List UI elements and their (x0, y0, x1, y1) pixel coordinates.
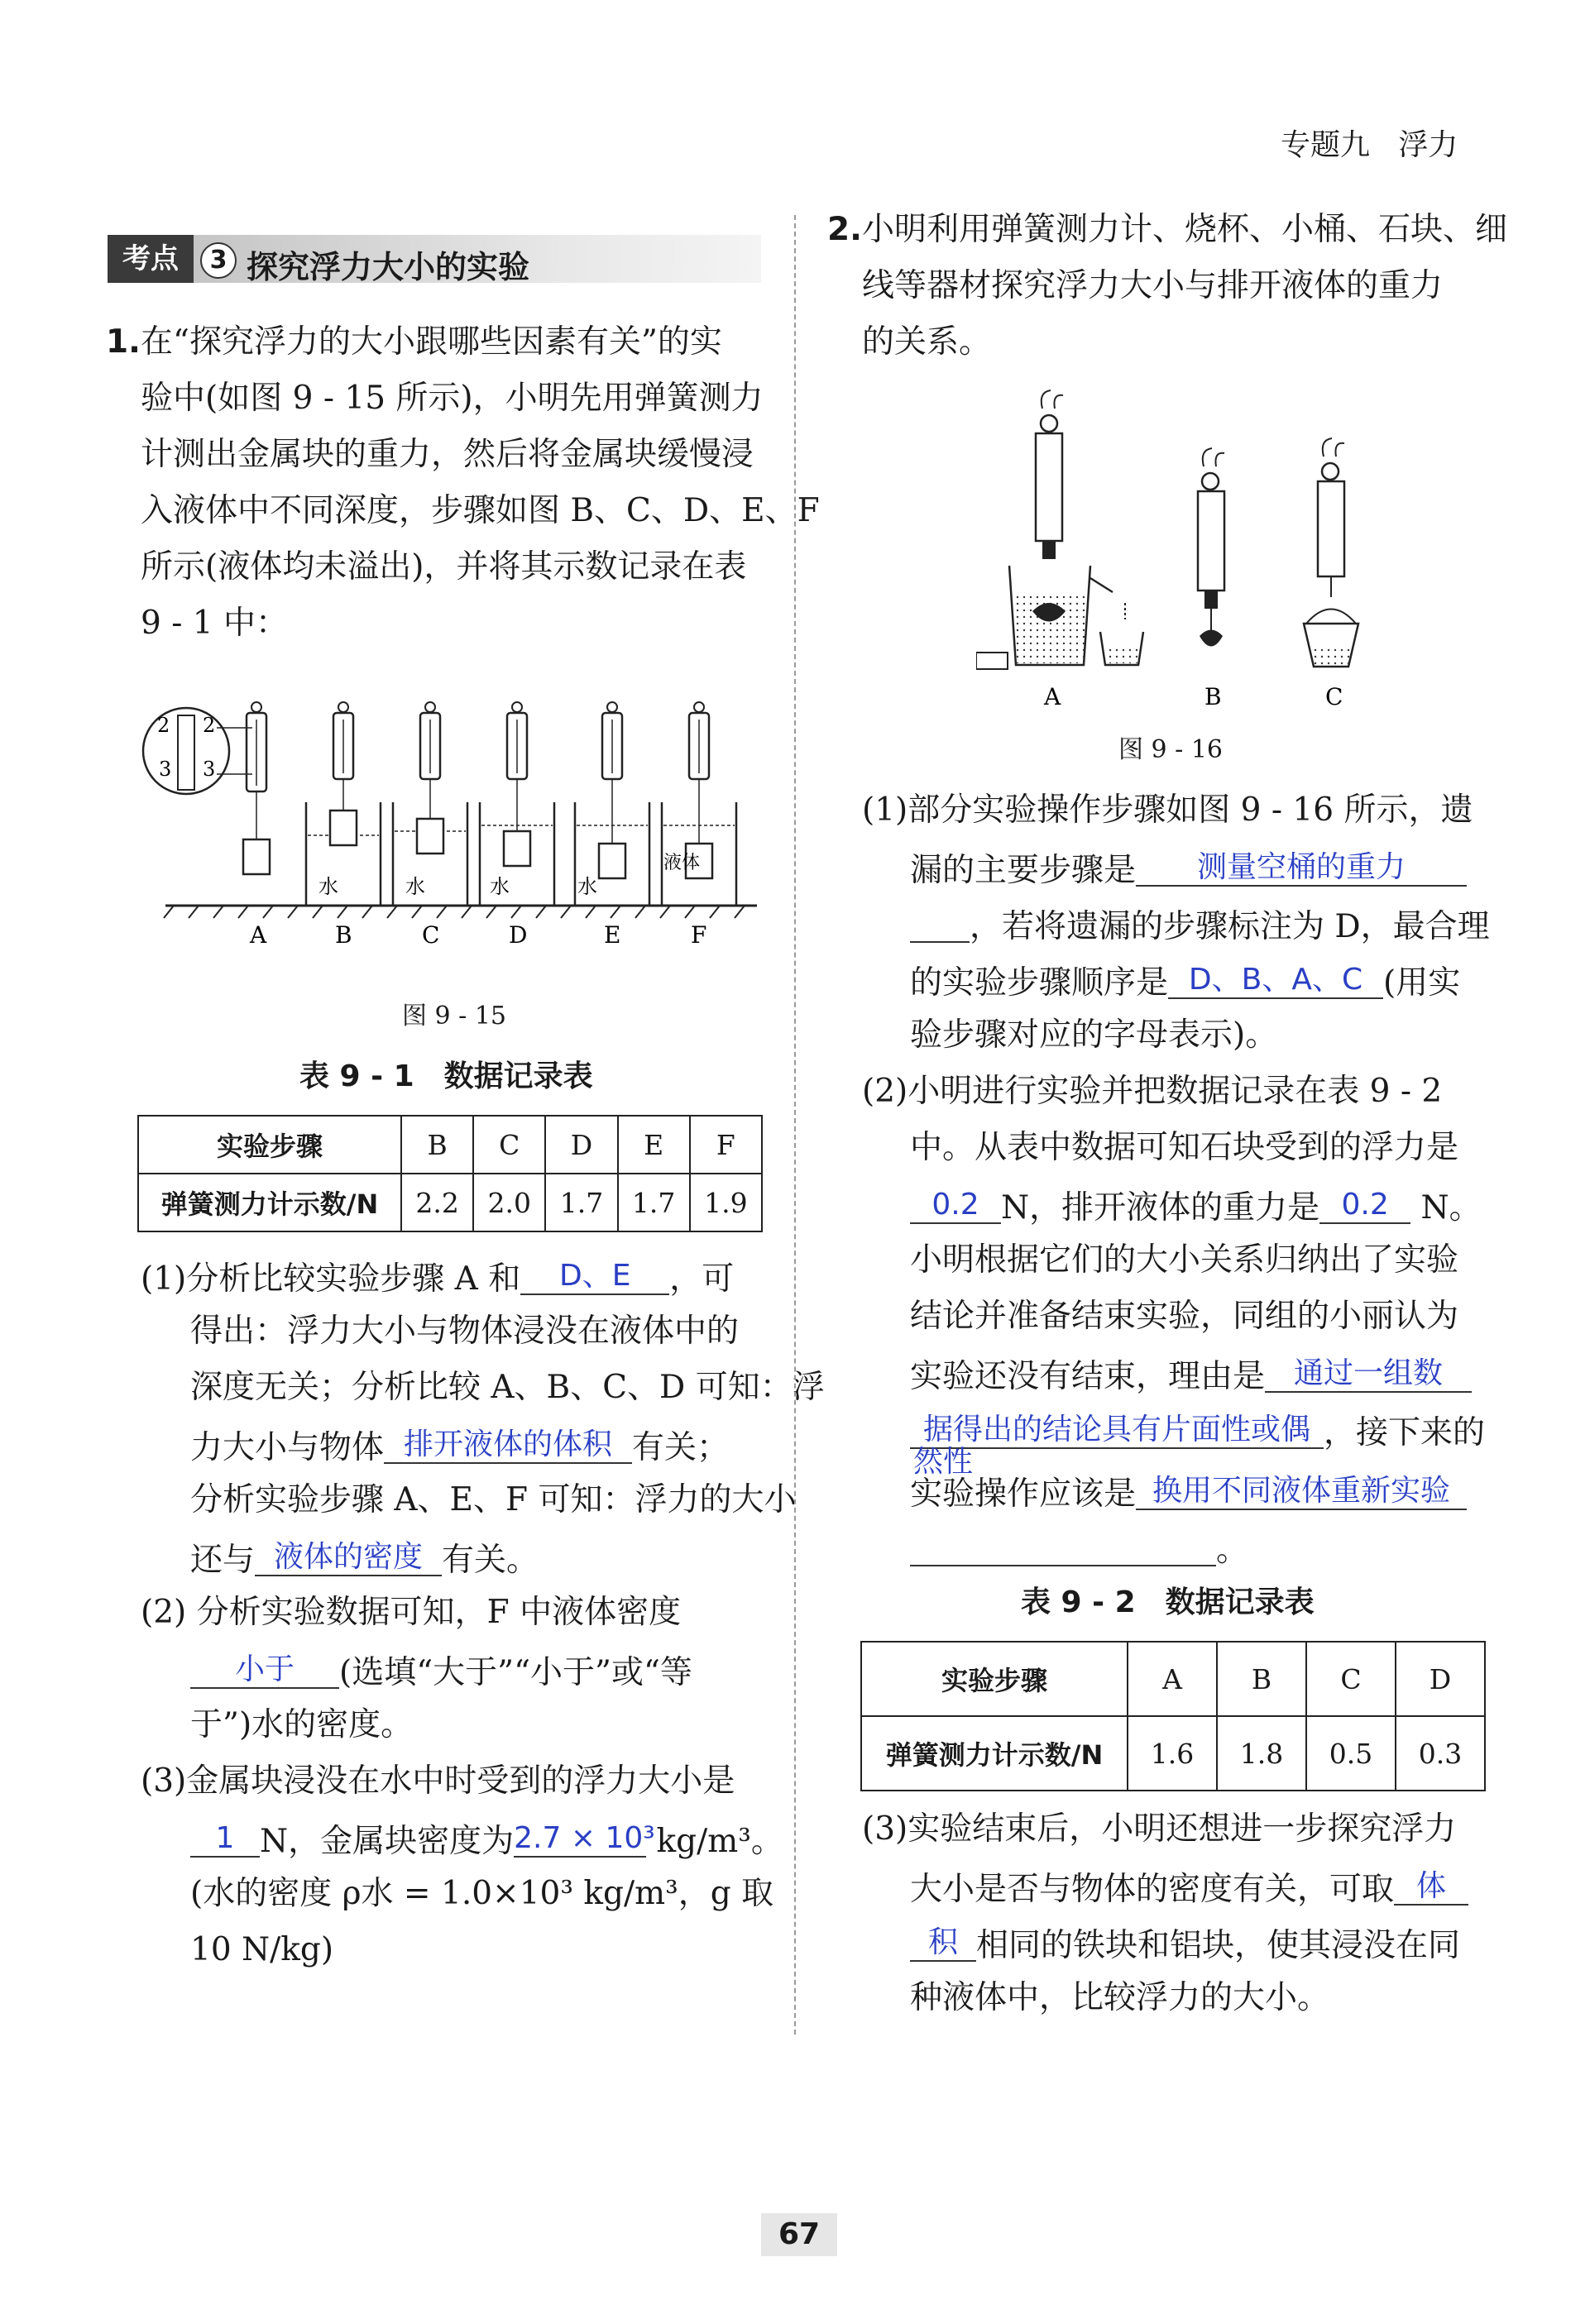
table-9-2-step: C (1306, 1642, 1396, 1716)
q1-p3-answer2: 2.7 × 10³ (514, 1821, 655, 1855)
table-9-1-value: 2.2 (401, 1174, 473, 1231)
section-title: 探究浮力大小的实验 (247, 249, 530, 285)
q2-stem-1: 小明利用弹簧测力计、烧杯、小桶、石块、细 (862, 211, 1508, 248)
q2-p2-text: ，接下来的 (1324, 1414, 1486, 1451)
table-9-2-value: 1.6 (1128, 1716, 1217, 1791)
q2-p3-line-d: 种液体中，比较浮力的大小。 (910, 1979, 1330, 2016)
q2-p1-text: 漏的主要步骤是 (910, 852, 1137, 889)
table-9-2-header-label: 实验步骤 (861, 1642, 1128, 1716)
q2-p2-line-i (910, 1530, 1249, 1569)
table-9-2 (860, 1641, 1486, 1791)
q2-p1-answer1-continuation (910, 906, 970, 943)
q1-p1-line-a (141, 1259, 735, 1298)
q1-p1-text: 有关。 (442, 1542, 539, 1579)
q2-p1-line-d (910, 963, 1461, 1002)
beaker-b (306, 702, 381, 906)
section-badge: 考点 (108, 235, 194, 283)
fig15-label-a: A (250, 921, 267, 949)
liquid-label-b: 水 (318, 875, 338, 898)
q1-p1-answer1: D、E (558, 1259, 631, 1293)
q2-p2-line-a: (2)小明进行实验并把数据记录在表 9 - 2 (862, 1073, 1443, 1110)
q2-p2-text: 。 (1216, 1532, 1249, 1569)
table-9-1-step: D (545, 1116, 617, 1174)
figure-9-16 (976, 384, 1406, 731)
table-9-2-value-row (861, 1716, 1485, 1791)
fig16-label-b: B (1204, 683, 1222, 710)
q2-p1-line-b (910, 850, 1467, 887)
q2-p1-line-c (910, 906, 1490, 943)
table-9-1-value: 2.0 (473, 1174, 545, 1231)
q2-p1-answer2-blank (1168, 963, 1383, 999)
q1-p2-line-a: (2) 分析实验数据可知，F 中液体密度 (141, 1594, 682, 1631)
table-9-1-header-label: 实验步骤 (138, 1116, 401, 1174)
q1-p1-text: 力大小与物体 (190, 1429, 385, 1466)
q1-p3-line-c: (水的密度 ρ水 = 1.0×10³ kg/m³，g 取 (190, 1875, 774, 1912)
table-9-1-step: F (690, 1116, 762, 1174)
q2-p2-answer4: 换用不同液体重新实验 (1152, 1474, 1451, 1508)
q2-p2-answer2-blank (1319, 1188, 1410, 1224)
table-9-1-value: 1.7 (618, 1174, 690, 1231)
q2-p1-line-a: (1)部分实验操作步骤如图 9 - 16 所示，遗 (862, 791, 1473, 829)
q1-p1-answer3: 液体的密度 (274, 1540, 424, 1574)
chapter-title: 浮力 (1398, 128, 1458, 162)
table-9-2-step: A (1128, 1642, 1217, 1716)
magnifier-circle (143, 708, 229, 794)
scale-mark-3-left: 3 (159, 758, 172, 781)
q1-p2-line-b (190, 1652, 692, 1689)
q1-p1-text: 还与 (190, 1542, 256, 1579)
q2-p2-line-d: 小明根据它们的大小关系归纳出了实验 (910, 1241, 1459, 1279)
fig16-setup-b (1198, 448, 1224, 647)
q1-stem-6: 9 - 1 中： (141, 605, 288, 642)
table-9-1-step: C (473, 1116, 545, 1174)
q1-p1-line-e: 分析实验步骤 A、E、F 可知：浮力的大小 (190, 1481, 797, 1518)
q2-p3-text: 大小是否与物体的密度有关，可取 (910, 1871, 1395, 1908)
q2-p1-answer1-blank (1136, 850, 1467, 887)
q2-p2-text: N。 (1420, 1189, 1482, 1227)
q1-p1-line-b: 得出：浮力大小与物体浸没在液体中的 (190, 1313, 740, 1350)
q2-p2-answer2: 0.2 (1341, 1188, 1389, 1222)
fig16-setup-a (976, 390, 1143, 669)
q1-p2-answer-blank (190, 1652, 339, 1689)
q2-p1-answer1: 测量空桶的重力 (1197, 850, 1406, 884)
scale-mark-3-right: 3 (203, 758, 216, 781)
q2-p2-line-f (910, 1356, 1472, 1393)
figure-9-15 (141, 695, 769, 959)
table-9-1-header-row (138, 1116, 762, 1174)
q2-p1-text: (用实 (1383, 964, 1461, 1002)
figure-9-16-caption: 图 9 - 16 (1118, 735, 1224, 764)
column-divider (794, 215, 796, 2035)
header (1281, 128, 1458, 162)
q1-p3-line-d: 10 N/kg) (190, 1931, 334, 1968)
q2-p2-answer3c: 然性 (913, 1445, 974, 1479)
q2-p2-answer4-blank (1136, 1474, 1467, 1510)
fig16-label-c: C (1325, 683, 1343, 710)
q1-p1-text: 有关； (632, 1429, 730, 1466)
q2-p1-text: 的实验步骤顺序是 (910, 964, 1169, 1002)
table-9-1-value: 1.9 (690, 1174, 762, 1231)
q1-p2-text: (选填“大于”“小于”或“等 (339, 1654, 692, 1691)
q1-p3-answer1-blank (190, 1821, 260, 1858)
q2-p3-answer-blank (1394, 1869, 1468, 1906)
table-9-1 (137, 1115, 763, 1232)
q2-p2-line-g (910, 1413, 1485, 1449)
q1-p3-answer1: 1 (215, 1821, 235, 1855)
fig15-label-e: E (604, 921, 621, 949)
q2-p2-line-b: 中。从表中数据可知石块受到的浮力是 (910, 1129, 1459, 1166)
q2-p2-answer3a: 通过一组数 (1294, 1356, 1444, 1390)
q2-p3-answer-a: 体 (1416, 1869, 1447, 1903)
q2-p2-line-e: 结论并准备结束实验，同组的小丽认为 (910, 1298, 1459, 1335)
q2-stem-2: 线等器材探究浮力大小与排开液体的重力 (862, 267, 1444, 304)
q1-p1-line-d (190, 1427, 729, 1464)
q2-p3-answer-b-blank (910, 1925, 976, 1962)
q2-p2-text: 实验操作应该是 (910, 1475, 1137, 1513)
figure-9-15-caption: 图 9 - 15 (402, 1002, 507, 1030)
q2-p2-line-h (910, 1474, 1467, 1513)
q1-p3-text: N，金属块密度为 (260, 1823, 515, 1860)
table-9-2-value: 0.3 (1396, 1716, 1485, 1791)
table-9-1-title: 表 9 - 1 数据记录表 (299, 1059, 593, 1093)
table-9-2-value: 0.5 (1306, 1716, 1396, 1791)
fig16-label-a: A (1044, 683, 1061, 710)
fig16-setup-c (1304, 438, 1358, 667)
beaker-f (662, 702, 736, 906)
q1-p1-answer2-blank (384, 1427, 632, 1464)
q2-p2-answer1: 0.2 (931, 1188, 979, 1222)
q2-p1-text: ，若将遗漏的步骤标注为 D，最合理 (970, 908, 1490, 945)
table-9-1-row-label: 弹簧测力计示数/N (138, 1174, 401, 1231)
chapter-label: 专题九 (1281, 128, 1371, 162)
q1-stem-4: 入液体中不同深度，步骤如图 B、C、D、E、F (141, 492, 820, 529)
section-number: 3 (200, 242, 237, 279)
q1-stem-3: 计测出金属块的重力，然后将金属块缓慢浸 (141, 436, 754, 473)
section-banner (108, 235, 761, 283)
ground-hatch (164, 906, 745, 918)
q2-p2-answer3-blank (1265, 1356, 1472, 1393)
q2-stem-3: 的关系。 (862, 323, 992, 361)
q2-number: 2. (827, 211, 862, 248)
q2-p2-line-c (910, 1188, 1482, 1227)
q2-p1-answer2: D、B、A、C (1188, 963, 1363, 997)
fig15-label-f: F (691, 921, 707, 949)
q1-p3-line-b (190, 1821, 783, 1858)
q1-p1-text: ，可 (669, 1260, 735, 1298)
liquid-label-e: 水 (577, 875, 597, 898)
q1-p3-text: kg/m³。 (656, 1823, 783, 1860)
table-9-1-step: E (618, 1116, 690, 1174)
magnifier-scale (178, 715, 194, 790)
spring-scale-a (243, 702, 270, 874)
q1-stem-2: 验中(如图 9 - 15 所示)，小明先用弹簧测力 (141, 380, 764, 417)
table-9-2-row-label: 弹簧测力计示数/N (861, 1716, 1128, 1791)
q1-p1-answer2: 排开液体的体积 (404, 1427, 613, 1461)
q2-p3-answer-b: 积 (927, 1925, 958, 1959)
scale-mark-2-left: 2 (157, 714, 170, 737)
q1-p1-answer1-blank (520, 1259, 669, 1295)
q1-p1-line-f (190, 1540, 539, 1579)
q2-p2-answer3b-blank (910, 1413, 1324, 1449)
q1-stem-5: 所示(液体均未溢出)，并将其示数记录在表 (141, 548, 747, 586)
q1-p1-line-c: 深度无关；分析比较 A、B、C、D 可知：浮 (190, 1369, 825, 1406)
q2-p2-answer3b: 据得出的结论具有片面性或偶 (922, 1413, 1310, 1447)
table-9-1-value-row (138, 1174, 762, 1231)
fig15-label-c: C (422, 921, 440, 949)
q1-number: 1. (106, 323, 141, 361)
q2-p3-line-a: (3)实验结束后，小明还想进一步探究浮力 (862, 1810, 1457, 1848)
page-number: 67 (761, 2213, 837, 2256)
table-9-1-value: 1.7 (545, 1174, 617, 1231)
scale-mark-2-right: 2 (203, 714, 216, 737)
q2-p2-answer1-blank (910, 1188, 1001, 1224)
q2-p2-text: N，排开液体的重力是 (1001, 1189, 1320, 1227)
q2-p3-line-b (910, 1869, 1468, 1906)
q1-p1-text: (1)分析比较实验步骤 A 和 (141, 1260, 521, 1298)
liquid-label-d: 水 (490, 875, 510, 898)
q2-p3-line-c (910, 1925, 1460, 1962)
q1-stem-1: 在“探究浮力的大小跟哪些因素有关”的实 (141, 323, 722, 361)
table-9-2-step: B (1217, 1642, 1306, 1716)
fig15-label-b: B (335, 921, 352, 949)
beaker-c (393, 702, 467, 906)
q1-p3-answer2-blank (514, 1821, 655, 1858)
table-9-1-step: B (401, 1116, 473, 1174)
table-9-2-step: D (1396, 1642, 1485, 1716)
table-9-2-title: 表 9 - 2 数据记录表 (1021, 1585, 1315, 1619)
q2-p2-text: 实验还没有结束，理由是 (910, 1358, 1266, 1395)
table-9-2-value: 1.8 (1217, 1716, 1306, 1791)
table-9-2-header-row (861, 1642, 1485, 1716)
liquid-label-c: 水 (405, 875, 425, 898)
q2-p3-text: 相同的铁块和铝块，使其浸没在同 (976, 1927, 1461, 1964)
q2-p2-answer4-continuation (910, 1530, 1216, 1566)
q1-p2-answer: 小于 (234, 1652, 295, 1686)
q1-p3-line-a: (3)金属块浸没在水中时受到的浮力大小是 (141, 1762, 735, 1800)
q1-p2-line-c: 于”)水的密度。 (190, 1706, 414, 1743)
q2-p1-line-e: 验步骤对应的字母表示)。 (910, 1016, 1278, 1054)
q1-p1-answer3-blank (255, 1540, 442, 1576)
liquid-label-f: 液体 (663, 853, 701, 873)
fig15-label-d: D (509, 921, 528, 949)
